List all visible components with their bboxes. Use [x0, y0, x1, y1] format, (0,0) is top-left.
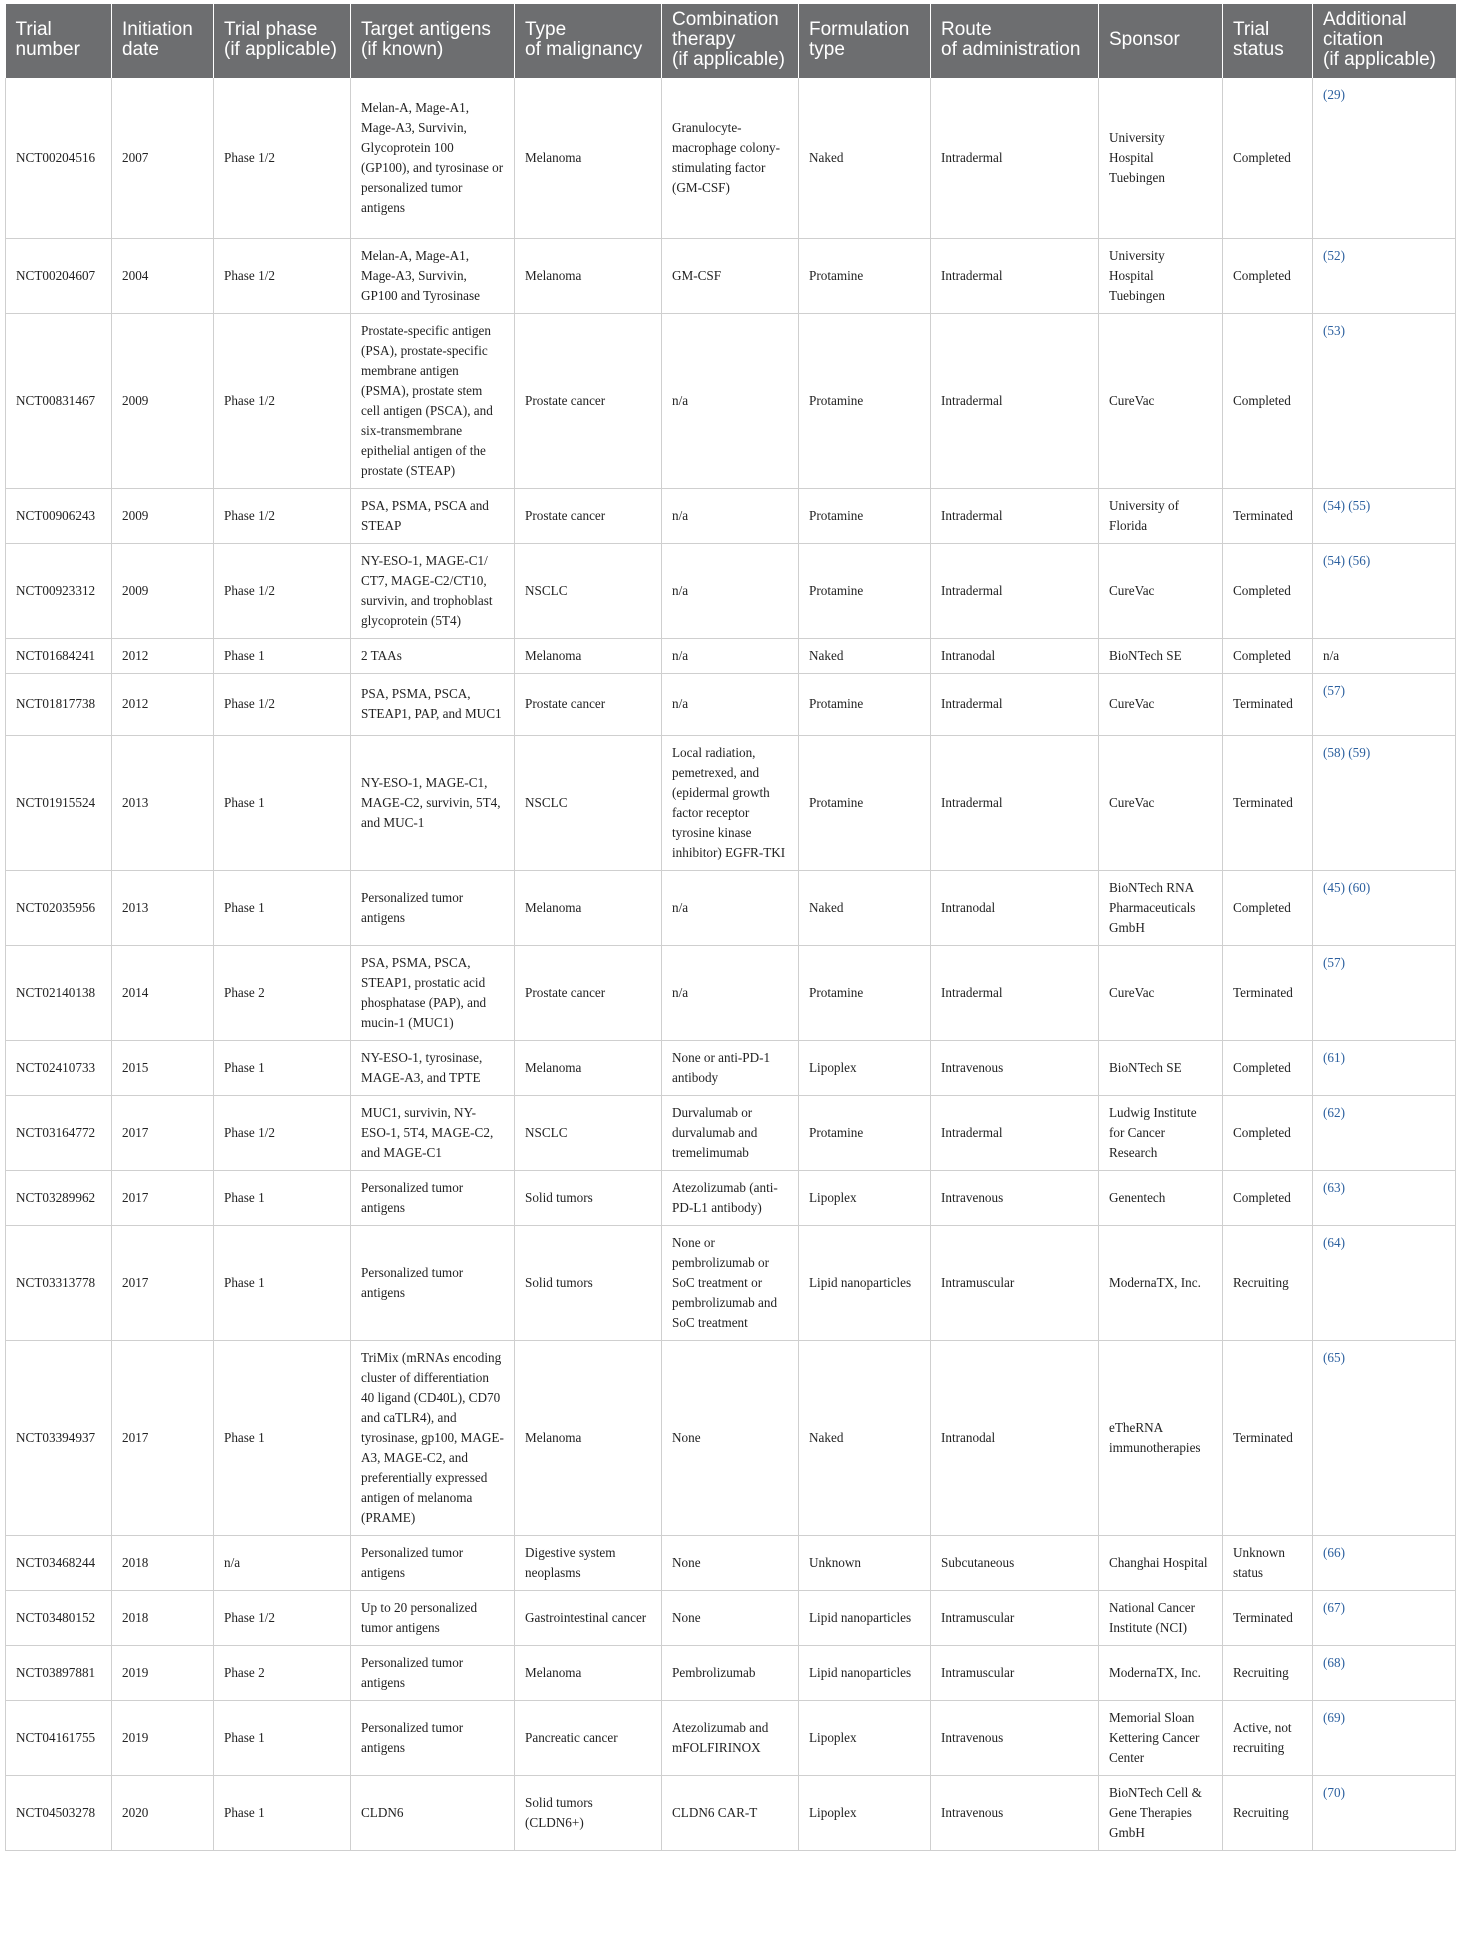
route-cell: Intradermal: [931, 945, 1099, 1040]
target-antigens-cell: Personalized tumor antigens: [351, 1535, 515, 1590]
target-antigens-cell: PSA, PSMA, PSCA, STEAP1, PAP, and MUC1: [351, 673, 515, 735]
route-cell: Intradermal: [931, 735, 1099, 870]
citation-cell[interactable]: (62): [1313, 1095, 1456, 1170]
route-cell: Intradermal: [931, 543, 1099, 638]
trial-number-cell: NCT03289962: [6, 1170, 112, 1225]
header-line: Trial: [15, 19, 52, 40]
initiation-date-cell: 2020: [112, 1775, 214, 1850]
header-line: citation: [1323, 29, 1384, 50]
trial-status-cell: Completed: [1223, 870, 1313, 945]
citation-cell[interactable]: (61): [1313, 1040, 1456, 1095]
table-row: [6, 735, 1456, 870]
citation-cell[interactable]: (54) (55): [1313, 488, 1456, 543]
malignancy-type-cell: Solid tumors: [515, 1225, 662, 1340]
route-cell: Intranodal: [931, 638, 1099, 673]
combination-therapy-cell: n/a: [662, 488, 799, 543]
header-line: type: [809, 39, 845, 60]
citation-cell[interactable]: (70): [1313, 1775, 1456, 1850]
header-route: [931, 4, 1099, 78]
trial-phase-cell: Phase 1/2: [214, 543, 351, 638]
table-row: [6, 238, 1456, 313]
formulation-type-cell: Protamine: [799, 1095, 931, 1170]
header-citation: [1313, 4, 1456, 78]
target-antigens-cell: PSA, PSMA, PSCA and STEAP: [351, 488, 515, 543]
formulation-type-cell: Protamine: [799, 238, 931, 313]
initiation-date-cell: 2018: [112, 1590, 214, 1645]
malignancy-type-cell: Prostate cancer: [515, 313, 662, 488]
citation-cell[interactable]: (29): [1313, 78, 1456, 238]
malignancy-type-cell: Gastrointestinal cancer: [515, 1590, 662, 1645]
header-malignancy-type: [515, 4, 662, 78]
trial-phase-cell: Phase 1: [214, 1225, 351, 1340]
trial-status-cell: Terminated: [1223, 1340, 1313, 1535]
sponsor-cell: CureVac: [1099, 673, 1223, 735]
initiation-date-cell: 2014: [112, 945, 214, 1040]
target-antigens-cell: Up to 20 personalized tumor antigens: [351, 1590, 515, 1645]
header-formulation-type: [799, 4, 931, 78]
route-cell: Intradermal: [931, 238, 1099, 313]
sponsor-cell: Memorial Sloan Kettering Cancer Center: [1099, 1700, 1223, 1775]
route-cell: Intramuscular: [931, 1645, 1099, 1700]
malignancy-type-cell: Melanoma: [515, 238, 662, 313]
combination-therapy-cell: None or anti-PD-1 antibody: [662, 1040, 799, 1095]
table-row: [6, 1170, 1456, 1225]
route-cell: Intravenous: [931, 1040, 1099, 1095]
trial-status-cell: Completed: [1223, 1095, 1313, 1170]
malignancy-type-cell: Solid tumors: [515, 1170, 662, 1225]
combination-therapy-cell: n/a: [662, 945, 799, 1040]
trial-phase-cell: Phase 1/2: [214, 488, 351, 543]
header-line: Sponsor: [1109, 29, 1180, 50]
formulation-type-cell: Protamine: [799, 673, 931, 735]
citation-cell[interactable]: (54) (56): [1313, 543, 1456, 638]
table-header: [6, 4, 1456, 78]
trial-number-cell: NCT01684241: [6, 638, 112, 673]
trial-number-cell: NCT01915524: [6, 735, 112, 870]
route-cell: Intravenous: [931, 1775, 1099, 1850]
route-cell: Intradermal: [931, 1095, 1099, 1170]
route-cell: Intravenous: [931, 1170, 1099, 1225]
trial-phase-cell: Phase 1/2: [214, 673, 351, 735]
sponsor-cell: BioNTech SE: [1099, 638, 1223, 673]
table-row: [6, 313, 1456, 488]
combination-therapy-cell: Durvalumab or durvalumab and tremelimumab: [662, 1095, 799, 1170]
combination-therapy-cell: None: [662, 1535, 799, 1590]
trial-number-cell: NCT04503278: [6, 1775, 112, 1850]
target-antigens-cell: 2 TAAs: [351, 638, 515, 673]
target-antigens-cell: Melan-A, Mage-A1, Mage-A3, Survivin, Glycoprotein 100 (GP100), and tyrosinase or personalized tumor antigens: [351, 78, 515, 238]
route-cell: Intradermal: [931, 78, 1099, 238]
trial-status-cell: Terminated: [1223, 735, 1313, 870]
initiation-date-cell: 2017: [112, 1340, 214, 1535]
sponsor-cell: CureVac: [1099, 543, 1223, 638]
trial-status-cell: Terminated: [1223, 673, 1313, 735]
route-cell: Intramuscular: [931, 1590, 1099, 1645]
header-line: of administration: [941, 39, 1081, 60]
trial-status-cell: Unknown status: [1223, 1535, 1313, 1590]
citation-cell[interactable]: (53): [1313, 313, 1456, 488]
trial-number-cell: NCT03480152: [6, 1590, 112, 1645]
trial-phase-cell: Phase 1: [214, 638, 351, 673]
header-line: Additional: [1323, 9, 1407, 30]
citation-cell[interactable]: (68): [1313, 1645, 1456, 1700]
formulation-type-cell: Lipid nanoparticles: [799, 1645, 931, 1700]
trial-table-container: [5, 4, 1455, 1851]
combination-therapy-cell: Pembrolizumab: [662, 1645, 799, 1700]
citation-cell[interactable]: (64): [1313, 1225, 1456, 1340]
table-row: [6, 1095, 1456, 1170]
combination-therapy-cell: Atezolizumab and mFOLFIRINOX: [662, 1700, 799, 1775]
citation-cell[interactable]: (65): [1313, 1340, 1456, 1535]
target-antigens-cell: PSA, PSMA, PSCA, STEAP1, prostatic acid phosphatase (PAP), and mucin-1 (MUC1): [351, 945, 515, 1040]
sponsor-cell: CureVac: [1099, 945, 1223, 1040]
sponsor-cell: eTheRNA immunotherapies: [1099, 1340, 1223, 1535]
sponsor-cell: BioNTech Cell & Gene Therapies GmbH: [1099, 1775, 1223, 1850]
sponsor-cell: University Hospital Tuebingen: [1099, 78, 1223, 238]
target-antigens-cell: NY-ESO-1, MAGE-C1, MAGE-C2, survivin, 5T4, and MUC-1: [351, 735, 515, 870]
sponsor-cell: CureVac: [1099, 313, 1223, 488]
header-initiation-date: [112, 4, 214, 78]
table-row: [6, 1040, 1456, 1095]
combination-therapy-cell: CLDN6 CAR-T: [662, 1775, 799, 1850]
target-antigens-cell: NY-ESO-1, tyrosinase, MAGE-A3, and TPTE: [351, 1040, 515, 1095]
trial-phase-cell: Phase 1: [214, 1340, 351, 1535]
formulation-type-cell: Lipoplex: [799, 1040, 931, 1095]
formulation-type-cell: Protamine: [799, 313, 931, 488]
sponsor-cell: BioNTech SE: [1099, 1040, 1223, 1095]
target-antigens-cell: CLDN6: [351, 1775, 515, 1850]
trial-number-cell: NCT03164772: [6, 1095, 112, 1170]
header-line: therapy: [672, 29, 736, 50]
trial-number-cell: NCT02410733: [6, 1040, 112, 1095]
trial-number-cell: NCT04161755: [6, 1700, 112, 1775]
trial-number-cell: NCT03468244: [6, 1535, 112, 1590]
malignancy-type-cell: NSCLC: [515, 543, 662, 638]
malignancy-type-cell: Prostate cancer: [515, 945, 662, 1040]
trial-status-cell: Recruiting: [1223, 1225, 1313, 1340]
trial-number-cell: NCT00923312: [6, 543, 112, 638]
route-cell: Intravenous: [931, 1700, 1099, 1775]
trial-phase-cell: Phase 1/2: [214, 313, 351, 488]
combination-therapy-cell: n/a: [662, 638, 799, 673]
clinical-trials-table: [5, 4, 1456, 1851]
combination-therapy-cell: None: [662, 1340, 799, 1535]
combination-therapy-cell: n/a: [662, 870, 799, 945]
table-row: [6, 870, 1456, 945]
header-trial-status: [1223, 4, 1313, 78]
header-line: Trial: [1233, 19, 1270, 40]
trial-phase-cell: Phase 1: [214, 1700, 351, 1775]
trial-status-cell: Terminated: [1223, 1590, 1313, 1645]
table-row: [6, 1775, 1456, 1850]
citation-cell[interactable]: (57): [1313, 945, 1456, 1040]
malignancy-type-cell: Melanoma: [515, 1040, 662, 1095]
combination-therapy-cell: n/a: [662, 313, 799, 488]
malignancy-type-cell: Prostate cancer: [515, 488, 662, 543]
formulation-type-cell: Lipoplex: [799, 1170, 931, 1225]
combination-therapy-cell: Granulocyte-macrophage colony-stimulating factor (GM-CSF): [662, 78, 799, 238]
initiation-date-cell: 2012: [112, 673, 214, 735]
table-row: [6, 488, 1456, 543]
header-line: number: [15, 39, 80, 60]
sponsor-cell: ModernaTX, Inc.: [1099, 1225, 1223, 1340]
trial-number-cell: NCT00906243: [6, 488, 112, 543]
trial-number-cell: NCT00831467: [6, 313, 112, 488]
header-trial-number: [6, 4, 112, 78]
initiation-date-cell: 2015: [112, 1040, 214, 1095]
header-line: status: [1233, 39, 1284, 60]
trial-phase-cell: Phase 1/2: [214, 1095, 351, 1170]
sponsor-cell: Changhai Hospital: [1099, 1535, 1223, 1590]
sponsor-cell: ModernaTX, Inc.: [1099, 1645, 1223, 1700]
malignancy-type-cell: Pancreatic cancer: [515, 1700, 662, 1775]
header-sponsor: [1099, 4, 1223, 78]
header-target-antigens: [351, 4, 515, 78]
trial-phase-cell: Phase 1: [214, 870, 351, 945]
header-line: (if applicable): [672, 49, 785, 70]
route-cell: Intranodal: [931, 870, 1099, 945]
table-row: [6, 1590, 1456, 1645]
trial-status-cell: Terminated: [1223, 945, 1313, 1040]
target-antigens-cell: Melan-A, Mage-A1, Mage-A3, Survivin, GP100 and Tyrosinase: [351, 238, 515, 313]
malignancy-type-cell: Melanoma: [515, 1340, 662, 1535]
trial-status-cell: Recruiting: [1223, 1645, 1313, 1700]
route-cell: Subcutaneous: [931, 1535, 1099, 1590]
table-row: [6, 673, 1456, 735]
formulation-type-cell: Lipoplex: [799, 1775, 931, 1850]
header-line: (if applicable): [1323, 49, 1436, 70]
header-line: Combination: [672, 9, 779, 30]
combination-therapy-cell: n/a: [662, 673, 799, 735]
citation-cell[interactable]: (52): [1313, 238, 1456, 313]
initiation-date-cell: 2007: [112, 78, 214, 238]
trial-status-cell: Terminated: [1223, 488, 1313, 543]
table-row: [6, 638, 1456, 673]
citation-cell[interactable]: (66): [1313, 1535, 1456, 1590]
table-row: [6, 1700, 1456, 1775]
trial-phase-cell: Phase 1: [214, 1775, 351, 1850]
trial-phase-cell: Phase 1: [214, 1040, 351, 1095]
citation-cell[interactable]: (69): [1313, 1700, 1456, 1775]
citation-cell[interactable]: (67): [1313, 1590, 1456, 1645]
malignancy-type-cell: Digestive system neoplasms: [515, 1535, 662, 1590]
formulation-type-cell: Naked: [799, 638, 931, 673]
initiation-date-cell: 2019: [112, 1700, 214, 1775]
trial-number-cell: NCT02035956: [6, 870, 112, 945]
formulation-type-cell: Protamine: [799, 735, 931, 870]
table-row: [6, 1645, 1456, 1700]
formulation-type-cell: Unknown: [799, 1535, 931, 1590]
sponsor-cell: Genentech: [1099, 1170, 1223, 1225]
malignancy-type-cell: Melanoma: [515, 870, 662, 945]
route-cell: Intradermal: [931, 313, 1099, 488]
trial-status-cell: Completed: [1223, 638, 1313, 673]
table-body: [6, 78, 1456, 1850]
combination-therapy-cell: Local radiation, pemetrexed, and (epidermal growth factor receptor tyrosine kinase inhibitor) EGFR-TKI: [662, 735, 799, 870]
header-line: Trial phase: [224, 19, 318, 40]
header-combination-therapy: [662, 4, 799, 78]
header-line: (if applicable): [224, 39, 337, 60]
initiation-date-cell: 2013: [112, 735, 214, 870]
route-cell: Intradermal: [931, 488, 1099, 543]
initiation-date-cell: 2017: [112, 1225, 214, 1340]
target-antigens-cell: Prostate-specific antigen (PSA), prostate-specific membrane antigen (PSMA), prostate stem cell antigen (PSCA), and six-transmembrane epithelial antigen of the prostate (STEAP): [351, 313, 515, 488]
formulation-type-cell: Naked: [799, 78, 931, 238]
trial-status-cell: Completed: [1223, 1040, 1313, 1095]
header-line: date: [122, 39, 159, 60]
malignancy-type-cell: Melanoma: [515, 638, 662, 673]
sponsor-cell: National Cancer Institute (NCI): [1099, 1590, 1223, 1645]
target-antigens-cell: TriMix (mRNAs encoding cluster of differentiation 40 ligand (CD40L), CD70 and caTLR4), and tyrosinase, gp100, MAGE-A3, MAGE-C2, and preferentially expressed antigen of melanoma (PRAME): [351, 1340, 515, 1535]
target-antigens-cell: Personalized tumor antigens: [351, 1225, 515, 1340]
header-line: of malignancy: [525, 39, 643, 60]
malignancy-type-cell: NSCLC: [515, 735, 662, 870]
table-row: [6, 78, 1456, 238]
trial-number-cell: NCT02140138: [6, 945, 112, 1040]
trial-phase-cell: Phase 1: [214, 735, 351, 870]
sponsor-cell: CureVac: [1099, 735, 1223, 870]
table-row: [6, 1535, 1456, 1590]
trial-phase-cell: Phase 2: [214, 1645, 351, 1700]
sponsor-cell: University Hospital Tuebingen: [1099, 238, 1223, 313]
trial-phase-cell: Phase 1: [214, 1170, 351, 1225]
trial-status-cell: Completed: [1223, 1170, 1313, 1225]
malignancy-type-cell: Melanoma: [515, 1645, 662, 1700]
citation-cell[interactable]: (45) (60): [1313, 870, 1456, 945]
malignancy-type-cell: Prostate cancer: [515, 673, 662, 735]
citation-cell[interactable]: (63): [1313, 1170, 1456, 1225]
initiation-date-cell: 2004: [112, 238, 214, 313]
header-line: Type: [525, 19, 567, 40]
formulation-type-cell: Protamine: [799, 488, 931, 543]
trial-status-cell: Completed: [1223, 543, 1313, 638]
table-row: [6, 1340, 1456, 1535]
trial-number-cell: NCT03313778: [6, 1225, 112, 1340]
sponsor-cell: Ludwig Institute for Cancer Research: [1099, 1095, 1223, 1170]
combination-therapy-cell: None: [662, 1590, 799, 1645]
trial-phase-cell: n/a: [214, 1535, 351, 1590]
table-row: [6, 945, 1456, 1040]
malignancy-type-cell: Melanoma: [515, 78, 662, 238]
route-cell: Intramuscular: [931, 1225, 1099, 1340]
target-antigens-cell: Personalized tumor antigens: [351, 1170, 515, 1225]
initiation-date-cell: 2017: [112, 1170, 214, 1225]
combination-therapy-cell: Atezolizumab (anti-PD-L1 antibody): [662, 1170, 799, 1225]
trial-number-cell: NCT03394937: [6, 1340, 112, 1535]
initiation-date-cell: 2009: [112, 543, 214, 638]
initiation-date-cell: 2013: [112, 870, 214, 945]
formulation-type-cell: Lipid nanoparticles: [799, 1225, 931, 1340]
route-cell: Intranodal: [931, 1340, 1099, 1535]
initiation-date-cell: 2012: [112, 638, 214, 673]
initiation-date-cell: 2009: [112, 313, 214, 488]
route-cell: Intradermal: [931, 673, 1099, 735]
combination-therapy-cell: n/a: [662, 543, 799, 638]
initiation-date-cell: 2019: [112, 1645, 214, 1700]
trial-number-cell: NCT00204516: [6, 78, 112, 238]
formulation-type-cell: Protamine: [799, 945, 931, 1040]
combination-therapy-cell: GM-CSF: [662, 238, 799, 313]
formulation-type-cell: Naked: [799, 1340, 931, 1535]
trial-status-cell: Completed: [1223, 238, 1313, 313]
trial-status-cell: Completed: [1223, 78, 1313, 238]
initiation-date-cell: 2009: [112, 488, 214, 543]
formulation-type-cell: Naked: [799, 870, 931, 945]
table-row: [6, 543, 1456, 638]
formulation-type-cell: Protamine: [799, 543, 931, 638]
trial-status-cell: Completed: [1223, 313, 1313, 488]
initiation-date-cell: 2018: [112, 1535, 214, 1590]
citation-cell[interactable]: n/a: [1313, 638, 1456, 673]
malignancy-type-cell: NSCLC: [515, 1095, 662, 1170]
trial-phase-cell: Phase 2: [214, 945, 351, 1040]
malignancy-type-cell: Solid tumors (CLDN6+): [515, 1775, 662, 1850]
header-row: [6, 4, 1456, 78]
trial-number-cell: NCT00204607: [6, 238, 112, 313]
citation-cell[interactable]: (58) (59): [1313, 735, 1456, 870]
sponsor-cell: BioNTech RNA Pharmaceuticals GmbH: [1099, 870, 1223, 945]
header-trial-phase: [214, 4, 351, 78]
formulation-type-cell: Lipoplex: [799, 1700, 931, 1775]
header-line: Target antigens: [361, 19, 491, 40]
header-line: Formulation: [809, 19, 910, 40]
trial-number-cell: NCT03897881: [6, 1645, 112, 1700]
combination-therapy-cell: None or pembrolizumab or SoC treatment or pembrolizumab and SoC treatment: [662, 1225, 799, 1340]
target-antigens-cell: MUC1, survivin, NY-ESO-1, 5T4, MAGE-C2, and MAGE-C1: [351, 1095, 515, 1170]
header-line: (if known): [361, 39, 444, 60]
target-antigens-cell: Personalized tumor antigens: [351, 1700, 515, 1775]
formulation-type-cell: Lipid nanoparticles: [799, 1590, 931, 1645]
trial-number-cell: NCT01817738: [6, 673, 112, 735]
header-line: Route: [941, 19, 992, 40]
target-antigens-cell: Personalized tumor antigens: [351, 1645, 515, 1700]
header-line: Initiation: [122, 19, 193, 40]
target-antigens-cell: NY-ESO-1, MAGE-C1/ CT7, MAGE-C2/CT10, survivin, and trophoblast glycoprotein (5T4): [351, 543, 515, 638]
initiation-date-cell: 2017: [112, 1095, 214, 1170]
citation-cell[interactable]: (57): [1313, 673, 1456, 735]
trial-status-cell: Active, not recruiting: [1223, 1700, 1313, 1775]
trial-status-cell: Recruiting: [1223, 1775, 1313, 1850]
table-row: [6, 1225, 1456, 1340]
trial-phase-cell: Phase 1/2: [214, 1590, 351, 1645]
trial-phase-cell: Phase 1/2: [214, 238, 351, 313]
sponsor-cell: University of Florida: [1099, 488, 1223, 543]
target-antigens-cell: Personalized tumor antigens: [351, 870, 515, 945]
trial-phase-cell: Phase 1/2: [214, 78, 351, 238]
